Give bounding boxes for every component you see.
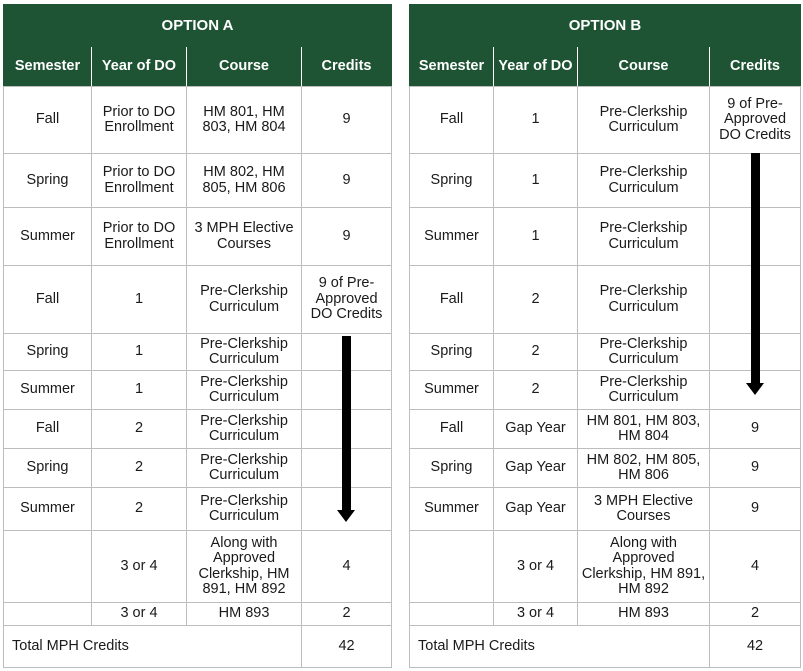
table-row	[4, 449, 392, 488]
table-row	[410, 531, 801, 603]
cell-credits: 9	[710, 449, 801, 488]
cell-course: Pre-Clerkship Curriculum	[578, 87, 710, 154]
total-row	[4, 626, 392, 668]
cell-course: 3 MPH Elective Courses	[578, 488, 710, 531]
cell-course: HM 801, HM 803, HM 804	[187, 87, 302, 154]
cell-credits: 2	[710, 603, 801, 626]
cell-semester: Spring	[4, 449, 92, 488]
cell-year: 1	[494, 87, 578, 154]
cell-course: 3 MPH Elective Courses	[187, 208, 302, 266]
total-value: 42	[302, 626, 392, 668]
table-row	[4, 531, 392, 603]
cell-semester	[410, 531, 494, 603]
cell-semester: Spring	[410, 334, 494, 371]
table-row	[4, 488, 392, 531]
cell-credits: 9	[302, 87, 392, 154]
header-course: Course	[578, 47, 710, 87]
cell-credits: 9 of Pre-Approved DO Credits	[302, 266, 392, 334]
cell-semester: Fall	[4, 410, 92, 449]
cell-credits	[710, 266, 801, 334]
header-semester: Semester	[410, 47, 494, 87]
header-semester: Semester	[4, 47, 92, 87]
header-year: Year of DO	[494, 47, 578, 87]
cell-year: 2	[494, 371, 578, 410]
cell-year: Gap Year	[494, 488, 578, 531]
cell-credits	[302, 488, 392, 531]
cell-credits: 4	[302, 531, 392, 603]
cell-year: Gap Year	[494, 410, 578, 449]
cell-semester	[410, 603, 494, 626]
cell-course: Pre-Clerkship Curriculum	[578, 208, 710, 266]
option-a-table	[3, 4, 392, 668]
cell-course: HM 893	[578, 603, 710, 626]
cell-credits	[710, 371, 801, 410]
cell-semester: Spring	[4, 334, 92, 371]
cell-year: 2	[494, 266, 578, 334]
option-a-header-row	[4, 47, 392, 87]
cell-course: Along with Approved Clerkship, HM 891, HM 892	[187, 531, 302, 603]
cell-course: Pre-Clerkship Curriculum	[187, 449, 302, 488]
table-row	[410, 371, 801, 410]
cell-course: HM 801, HM 803, HM 804	[578, 410, 710, 449]
cell-year: Prior to DO Enrollment	[92, 87, 187, 154]
cell-course: Pre-Clerkship Curriculum	[187, 371, 302, 410]
cell-course: Pre-Clerkship Curriculum	[187, 488, 302, 531]
cell-semester: Summer	[4, 488, 92, 531]
cell-year: 3 or 4	[92, 603, 187, 626]
table-row	[410, 87, 801, 154]
header-credits: Credits	[302, 47, 392, 87]
cell-credits: 9	[710, 488, 801, 531]
cell-year: Prior to DO Enrollment	[92, 154, 187, 208]
table-row	[410, 208, 801, 266]
cell-semester: Spring	[410, 154, 494, 208]
cell-year: 1	[92, 371, 187, 410]
total-label: Total MPH Credits	[4, 626, 302, 668]
cell-semester: Fall	[4, 266, 92, 334]
cell-credits	[302, 410, 392, 449]
cell-semester: Fall	[410, 87, 494, 154]
cell-credits	[302, 334, 392, 371]
cell-course: HM 802, HM 805, HM 806	[187, 154, 302, 208]
total-value: 42	[710, 626, 801, 668]
total-label: Total MPH Credits	[410, 626, 710, 668]
cell-semester: Summer	[410, 208, 494, 266]
header-year: Year of DO	[92, 47, 187, 87]
table-row	[4, 208, 392, 266]
cell-semester: Summer	[4, 371, 92, 410]
cell-year: 2	[92, 488, 187, 531]
cell-year: 2	[92, 410, 187, 449]
table-row	[4, 87, 392, 154]
option-b-header-row	[410, 47, 801, 87]
cell-credits	[710, 334, 801, 371]
cell-year: 2	[494, 334, 578, 371]
table-row	[4, 371, 392, 410]
table-row	[4, 154, 392, 208]
option-b-table	[409, 4, 801, 668]
cell-semester: Fall	[410, 266, 494, 334]
cell-year: 1	[92, 266, 187, 334]
cell-year: 3 or 4	[494, 531, 578, 603]
cell-course: Pre-Clerkship Curriculum	[578, 154, 710, 208]
cell-semester	[4, 531, 92, 603]
cell-credits: 9	[710, 410, 801, 449]
cell-credits: 9 of Pre-Approved DO Credits	[710, 87, 801, 154]
table-row	[4, 410, 392, 449]
cell-semester	[4, 603, 92, 626]
table-row	[410, 266, 801, 334]
cell-course: Pre-Clerkship Curriculum	[578, 266, 710, 334]
cell-course: Pre-Clerkship Curriculum	[187, 410, 302, 449]
table-row	[4, 334, 392, 371]
option-a-title: OPTION A	[4, 5, 392, 47]
cell-semester: Summer	[4, 208, 92, 266]
cell-course: HM 802, HM 805, HM 806	[578, 449, 710, 488]
cell-credits: 9	[302, 154, 392, 208]
cell-course: Pre-Clerkship Curriculum	[187, 266, 302, 334]
table-row	[410, 603, 801, 626]
cell-credits	[710, 154, 801, 208]
cell-semester: Fall	[4, 87, 92, 154]
cell-course: Pre-Clerkship Curriculum	[187, 334, 302, 371]
cell-year: Gap Year	[494, 449, 578, 488]
cell-year: 3 or 4	[494, 603, 578, 626]
cell-year: 1	[494, 208, 578, 266]
cell-credits: 4	[710, 531, 801, 603]
cell-credits: 9	[302, 208, 392, 266]
cell-semester: Fall	[410, 410, 494, 449]
cell-year: 3 or 4	[92, 531, 187, 603]
cell-year: Prior to DO Enrollment	[92, 208, 187, 266]
cell-year: 1	[494, 154, 578, 208]
header-course: Course	[187, 47, 302, 87]
cell-credits	[710, 208, 801, 266]
cell-course: Along with Approved Clerkship, HM 891, HM 892	[578, 531, 710, 603]
table-row	[410, 334, 801, 371]
cell-semester: Spring	[410, 449, 494, 488]
table-row	[410, 410, 801, 449]
cell-credits	[302, 371, 392, 410]
cell-credits: 2	[302, 603, 392, 626]
cell-credits	[302, 449, 392, 488]
header-credits: Credits	[710, 47, 801, 87]
table-row	[4, 266, 392, 334]
cell-semester: Summer	[410, 488, 494, 531]
cell-course: HM 893	[187, 603, 302, 626]
table-row	[4, 603, 392, 626]
cell-year: 2	[92, 449, 187, 488]
total-row	[410, 626, 801, 668]
cell-course: Pre-Clerkship Curriculum	[578, 371, 710, 410]
cell-semester: Spring	[4, 154, 92, 208]
option-b-title: OPTION B	[410, 5, 801, 47]
cell-course: Pre-Clerkship Curriculum	[578, 334, 710, 371]
table-row	[410, 449, 801, 488]
cell-year: 1	[92, 334, 187, 371]
table-row	[410, 154, 801, 208]
cell-semester: Summer	[410, 371, 494, 410]
table-row	[410, 488, 801, 531]
